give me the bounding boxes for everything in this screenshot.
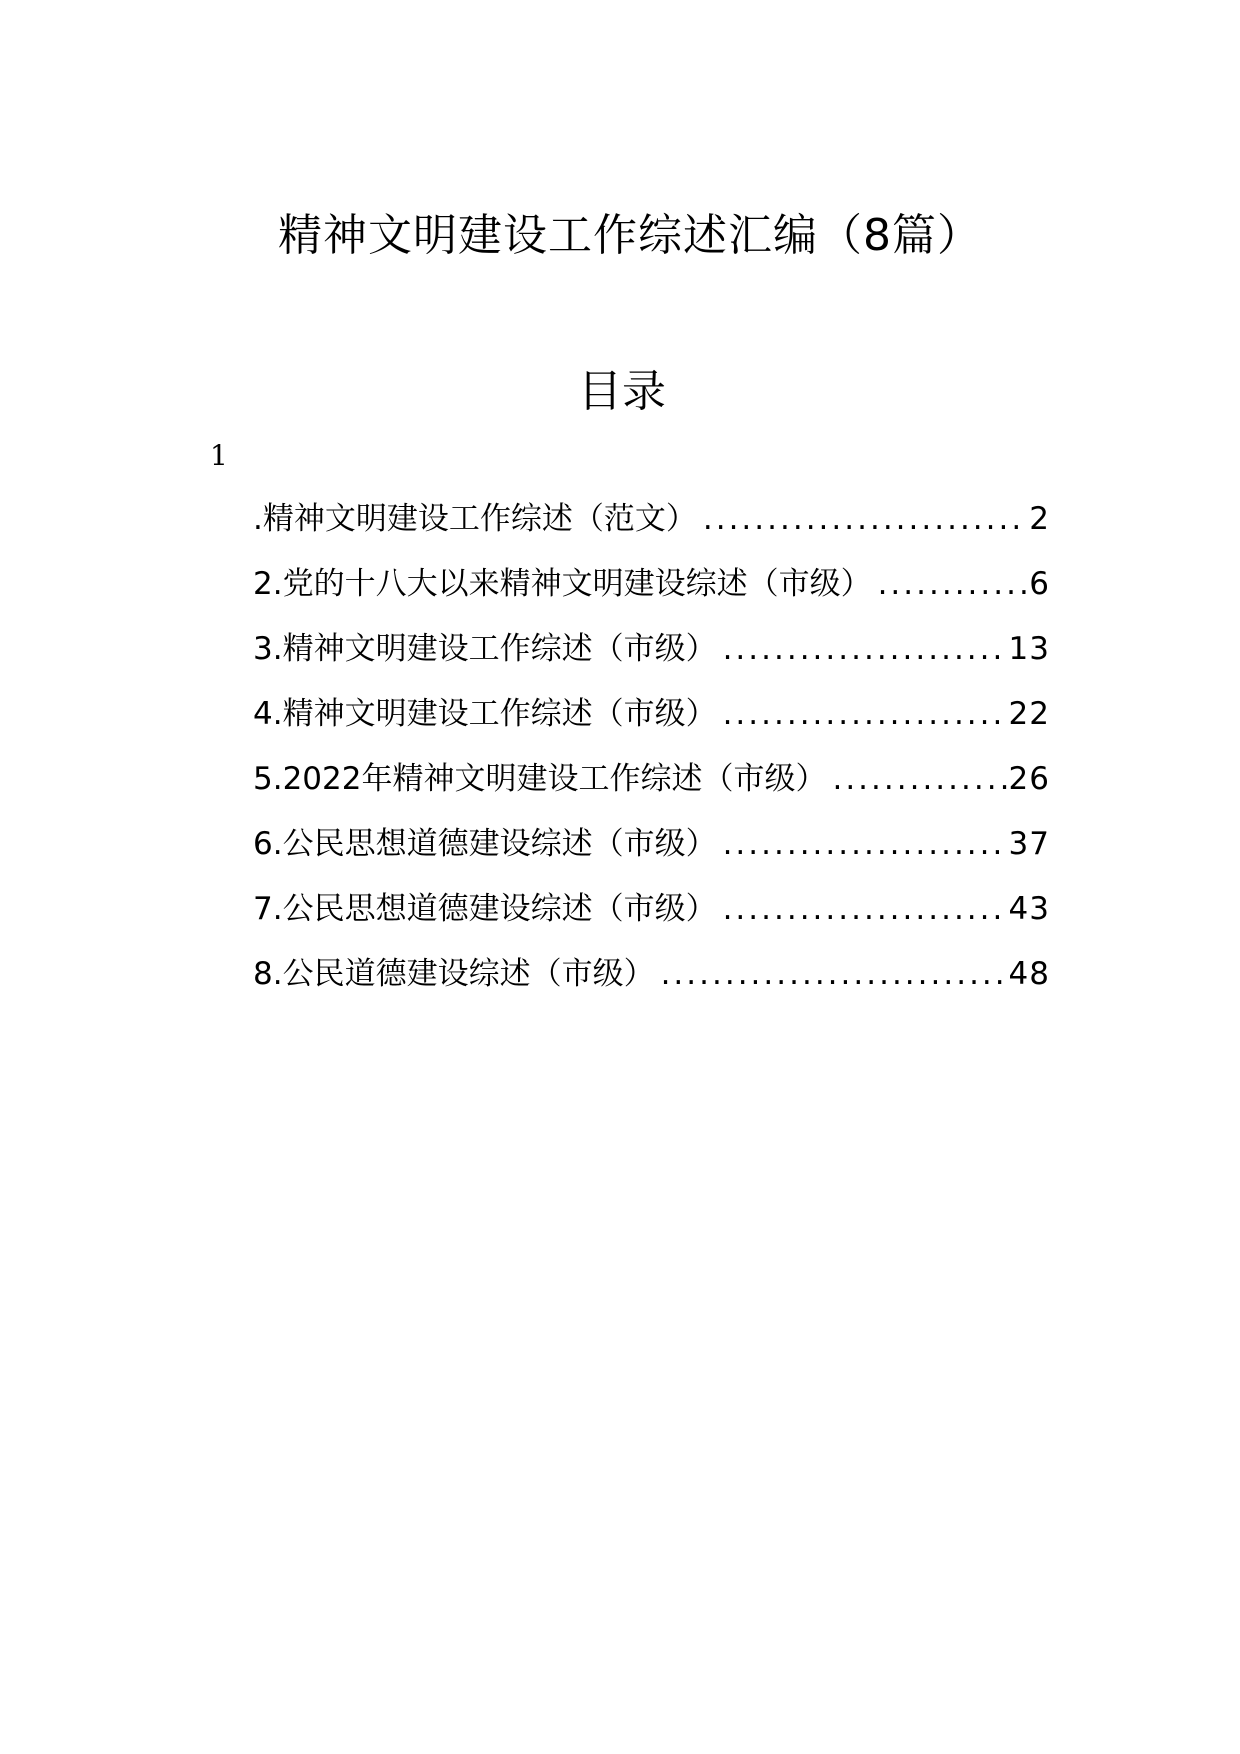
toc-dot-leader — [723, 624, 1007, 674]
toc-entry[interactable] — [253, 689, 1050, 754]
toc-entry-page: 22 — [1008, 696, 1050, 732]
toc-dot-leader — [832, 754, 1006, 804]
toc-entry-title: 2.党的十八大以来精神文明建设综述（市级） — [253, 566, 872, 602]
toc-entry-page: 37 — [1008, 826, 1050, 862]
toc-entry-title: 6.公民思想道德建设综述（市级） — [253, 826, 717, 862]
toc-entry[interactable] — [253, 819, 1050, 884]
toc-entry-page: 43 — [1008, 891, 1050, 927]
toc-entry-page: 2 — [1029, 501, 1050, 537]
toc-entry-title: .精神文明建设工作综述（范文） — [253, 501, 697, 537]
toc-dot-leader — [723, 884, 1007, 934]
toc-entry[interactable] — [253, 559, 1050, 624]
toc-entry-title: 8.公民道德建设综述（市级） — [253, 956, 655, 992]
toc-entry-page: 6 — [1029, 566, 1050, 602]
toc-entry-title: 7.公民思想道德建设综述（市级） — [253, 891, 717, 927]
toc-entry-title: 4.精神文明建设工作综述（市级） — [253, 696, 717, 732]
toc-entry-page: 48 — [1008, 956, 1050, 992]
table-of-contents — [253, 494, 1050, 1014]
toc-heading: 目录 — [578, 366, 666, 417]
document-title: 精神文明建设工作综述汇编（8篇） — [278, 210, 982, 261]
toc-dot-leader — [661, 949, 1007, 999]
toc-entry[interactable] — [253, 949, 1050, 1014]
stray-page-number: 1 — [210, 439, 228, 472]
toc-dot-leader — [703, 494, 1027, 544]
toc-dot-leader — [723, 689, 1007, 739]
toc-entry[interactable] — [253, 624, 1050, 689]
toc-entry-page: 13 — [1008, 631, 1050, 667]
toc-entry-title: 5.2022年精神文明建设工作综述（市级） — [253, 761, 827, 797]
toc-entry[interactable] — [253, 494, 1050, 559]
toc-entry[interactable] — [253, 884, 1050, 949]
toc-entry[interactable] — [253, 754, 1050, 819]
toc-dot-leader — [878, 559, 1028, 609]
toc-dot-leader — [723, 819, 1007, 869]
toc-entry-title: 3.精神文明建设工作综述（市级） — [253, 631, 717, 667]
toc-entry-page: 26 — [1008, 761, 1050, 797]
